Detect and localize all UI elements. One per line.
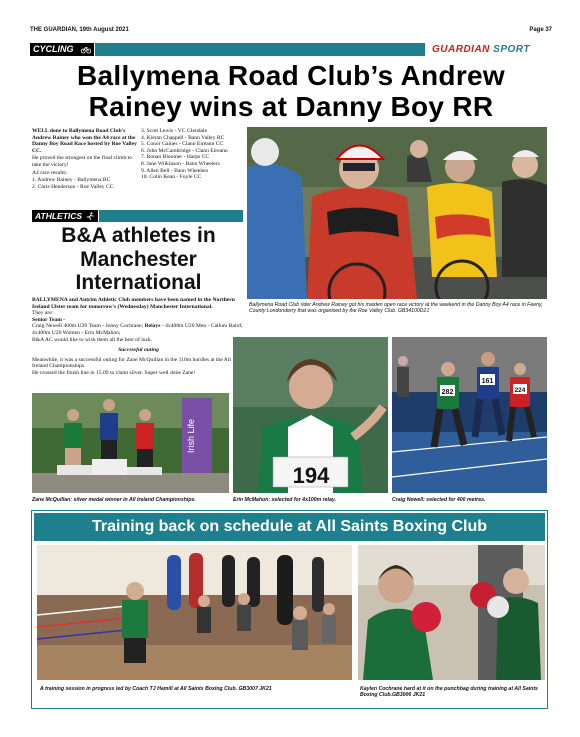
result-item: 6. John McCambridge - Clann Eireann xyxy=(141,147,228,154)
page-number: Page 37 xyxy=(529,27,552,33)
result-item: 2. Chris Henderson - Roe Valley CC xyxy=(32,183,114,190)
masthead xyxy=(30,27,552,37)
runner-bib-number: 224 xyxy=(514,387,526,394)
result-item: 4. Kieran Chappell - Bann Valley RC xyxy=(141,134,225,141)
result-item: 7. Ronan Bloomer - Harps CC xyxy=(141,154,210,161)
athletics-section-bar xyxy=(99,210,243,222)
cycling-body: He proved the strongest on the final climb to take the victory! xyxy=(32,155,133,168)
athletics-team-list xyxy=(32,323,245,336)
cycling-tag-label: CYCLING xyxy=(33,44,74,54)
athletics-lead: BALLYMENA and Antrim Athletic Club members have been named in the Northern Ireland Ulster team for tomorrow's (Wednesday) Manchester International. xyxy=(32,297,235,310)
cycling-article-col1 xyxy=(32,128,137,190)
runner-icon xyxy=(86,212,95,220)
result-item: 1. Andrew Rainey - Ballymena RC xyxy=(32,177,111,184)
result-item: 8. Jane Wilkinson - Bann Wheelers xyxy=(141,160,220,167)
craig-caption: Craig Newell: selected for 400 metres. xyxy=(392,497,486,503)
erin-caption: Erin McMahon: selected for 4x100m relay. xyxy=(233,497,337,503)
cycling-headline: Ballymena Road Club’s Andrew Rainey wins at Danny Boy RR xyxy=(77,60,505,122)
zane-mcquillan-photo xyxy=(32,393,229,493)
brand-sub: SPORT xyxy=(493,44,530,55)
results-heading: A4 race results: xyxy=(32,169,68,176)
relays-label: Relays xyxy=(144,323,161,330)
result-item: 3. Scott Lewis - VC Glendale xyxy=(141,128,208,134)
boxing-headline: Training back on schedule at All Saints Boxing Club xyxy=(34,513,545,541)
guardian-sport-logo xyxy=(432,44,530,56)
kaylen-cochrane-photo xyxy=(358,545,545,680)
kaylen-caption: Kaylen Cochrane hard at it on the punchbag during training at All Saints Boxing Club.GB3006 JK21 xyxy=(360,686,538,698)
cycling-section-bar xyxy=(95,43,425,56)
result-item: 10. Colin Kean - Foyle CC xyxy=(141,174,202,181)
erin-bib-number: 194 xyxy=(292,463,330,488)
masthead-date: THE GUARDIAN, 19th August 2021 xyxy=(30,27,129,33)
craig-newell-photo xyxy=(392,337,547,493)
cycling-lead: WELL done to Ballymena Road Club's Andrew Rainey who won the A4 race at the Danny Boy Road Race hosted by Roe Valley CC. xyxy=(32,128,137,154)
athletics-wish: B&A AC would like to wish them all the best of luck. xyxy=(32,336,153,343)
athletics-paragraph: Meanwhile, it was a successful outing for Zane McQuillan in the 110m hurdles at the All Ireland Championships. xyxy=(32,356,231,370)
athletics-article xyxy=(32,297,245,377)
boxing-gym-photo xyxy=(37,545,352,680)
cycling-photo-caption: Ballymena Road Club rider Andrew Rainey got his maiden open race victory at the weekend in the Danny Boy A4 race in Feeny, County Londonderry that was organised by the Roe Valley Club. GB34100D21 xyxy=(249,302,543,314)
athletics-tag-label: ATHLETICS xyxy=(35,211,83,221)
team-list-part: - 4x400m U20 Men - Callum Baird; 4x400m U20 Women - Erin McMahon; xyxy=(32,323,243,336)
runner-bib-number: 161 xyxy=(481,378,494,385)
athletics-section-tag xyxy=(32,210,98,222)
team-list-part: Craig Newell 400m U20 Team - Jonny Cochrane; xyxy=(32,323,145,330)
bicycle-icon xyxy=(81,45,91,54)
cycling-photo xyxy=(247,127,547,299)
athletics-they-are: They are: xyxy=(32,310,54,317)
cycling-section-tag xyxy=(30,43,94,56)
irish-life-banner-text: Irish Life xyxy=(186,418,196,453)
result-item: 9. Allen Bell - Bann Wheelers xyxy=(141,167,209,174)
brand-main: GUARDIAN xyxy=(432,44,490,55)
athletics-subhead: Successful outing xyxy=(118,347,159,354)
athletics-paragraph: He crossed the finish line in 15.09 to claim silver. Super well done Zane! xyxy=(32,369,196,376)
erin-mcmahon-photo xyxy=(233,337,388,493)
cycling-article-col2 xyxy=(141,128,245,181)
athletics-headline: B&A athletes in Manchester International xyxy=(61,224,216,294)
runner-bib-number: 282 xyxy=(441,389,454,396)
athletics-senior-team: Senior Team - xyxy=(32,316,66,323)
result-item: 5. Conor Gaines - Clann Eireann CC xyxy=(141,141,224,148)
zane-caption: Zane McQuillan: silver medal winner in All Ireland Championships. xyxy=(32,497,196,503)
gym-caption: A training session in progress led by Coach TJ Hamill at All Saints Boxing Club. GB3007 JK21 xyxy=(40,686,272,692)
